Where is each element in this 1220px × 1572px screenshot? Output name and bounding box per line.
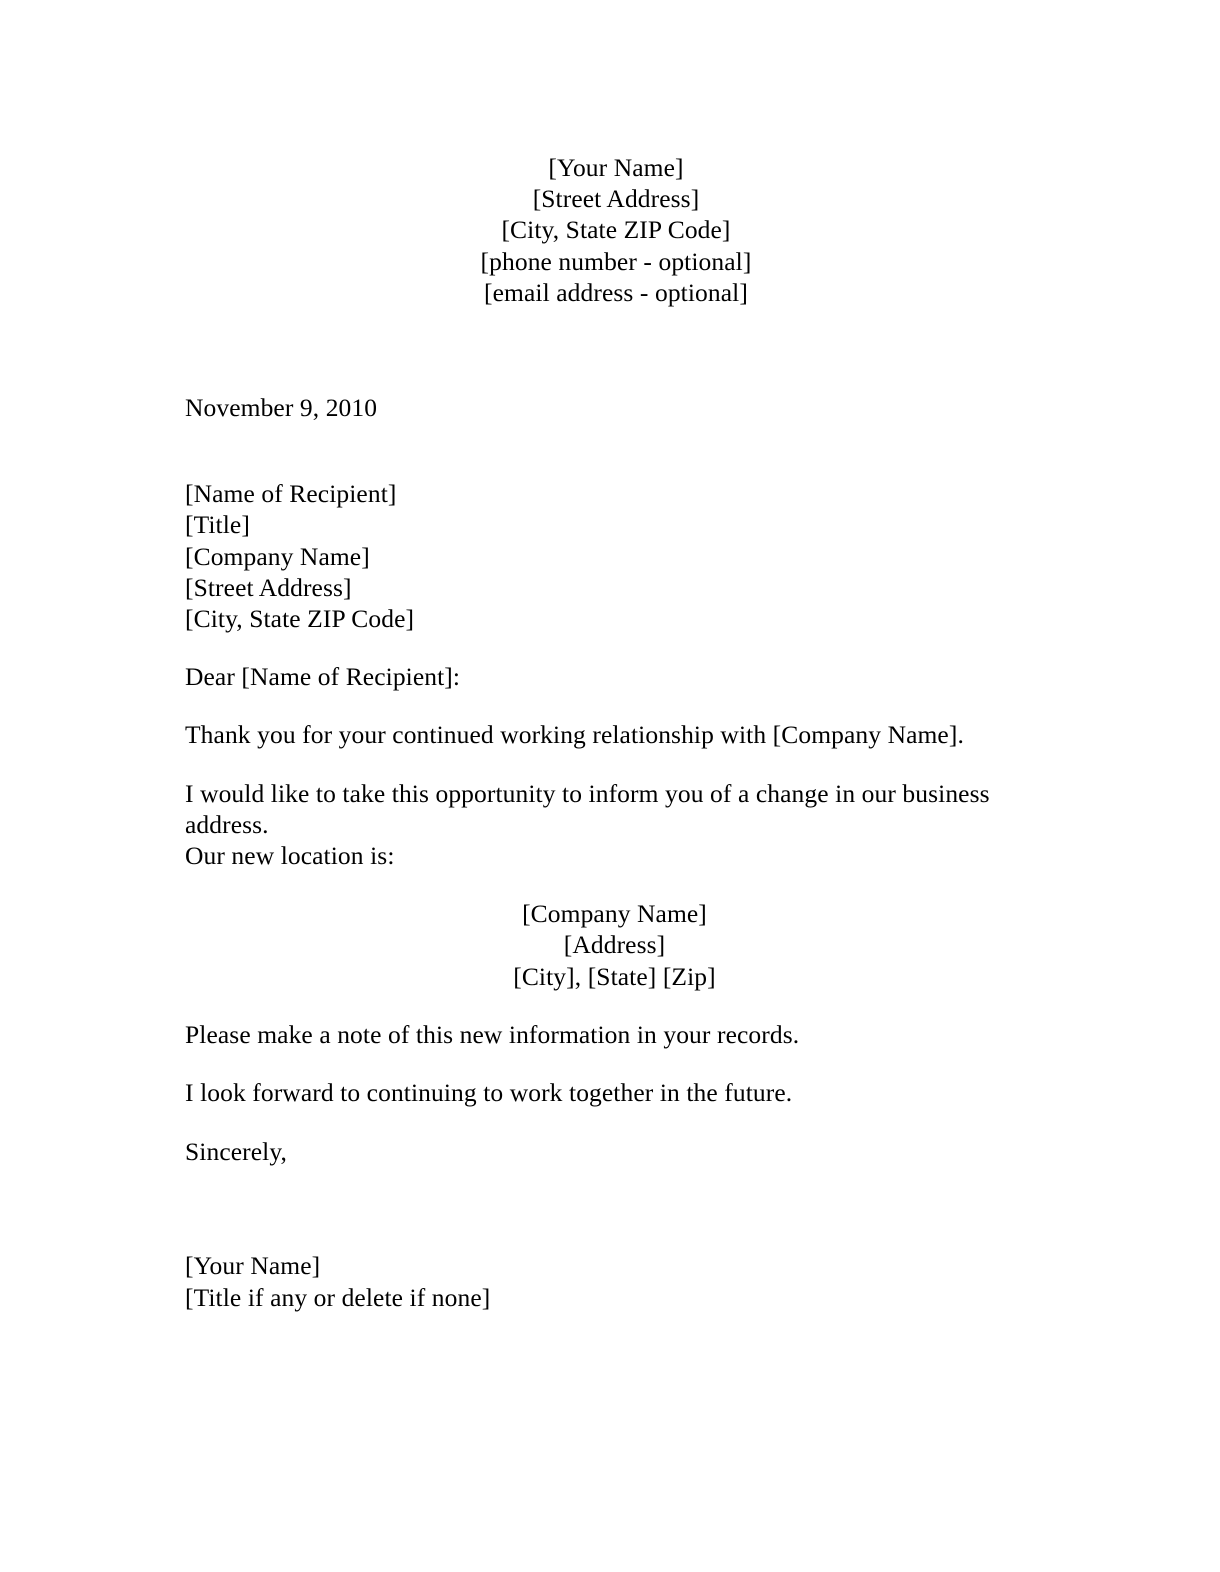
closing-block	[185, 1136, 1047, 1167]
new-address-company-name: [Company Name]	[522, 899, 707, 929]
new-address-street: [Address]	[563, 930, 666, 960]
signature-block	[185, 1250, 1047, 1312]
body-address-change-line-2: address.	[185, 809, 269, 839]
recipient-company-name: [Company Name]	[185, 541, 370, 571]
recipient-street-address: [Street Address]	[185, 572, 352, 602]
letterhead-phone-number: [phone number - optional]	[480, 246, 752, 276]
letterhead-sender-name: [Your Name]	[548, 153, 684, 182]
signature-title: [Title if any or delete if none]	[185, 1282, 491, 1312]
recipient-name: [Name of Recipient]	[185, 479, 397, 509]
letter-content-area	[185, 0, 1047, 1313]
salutation-text: Dear [Name of Recipient]:	[185, 662, 461, 692]
body-paragraph-look-forward-text: I look forward to continuing to work together in the future.	[185, 1078, 793, 1108]
body-paragraph-thanks	[185, 719, 1047, 750]
letter-date-block	[185, 392, 1047, 423]
body-new-location-intro: Our new location is:	[185, 841, 395, 871]
recipient-title: [Title]	[185, 510, 250, 540]
letterhead-street-address: [Street Address]	[532, 184, 700, 214]
closing-text: Sincerely,	[185, 1137, 288, 1167]
new-address-city-state-zip: [City], [State] [Zip]	[513, 961, 716, 991]
signature-space	[185, 1167, 1047, 1250]
recipient-address-block	[185, 478, 1047, 634]
body-paragraph-thanks-text: Thank you for your continued working relationship with [Company Name].	[185, 720, 964, 750]
letterhead-city-state-zip: [City, State ZIP Code]	[501, 215, 731, 245]
body-paragraph-address-change	[185, 778, 1047, 872]
body-paragraph-make-note	[185, 1019, 1047, 1050]
body-paragraph-look-forward	[185, 1077, 1047, 1108]
salutation-block	[185, 661, 1047, 692]
letterhead-email-address: [email address - optional]	[484, 277, 748, 307]
letterhead-block	[185, 152, 1047, 308]
new-address-block	[185, 898, 1047, 992]
body-paragraph-make-note-text: Please make a note of this new information in your records.	[185, 1019, 800, 1049]
body-address-change-line-1: I would like to take this opportunity to inform you of a change in our business	[185, 778, 990, 808]
signature-name: [Your Name]	[185, 1251, 321, 1281]
recipient-city-state-zip: [City, State ZIP Code]	[185, 604, 415, 634]
letter-date: November 9, 2010	[185, 393, 378, 423]
